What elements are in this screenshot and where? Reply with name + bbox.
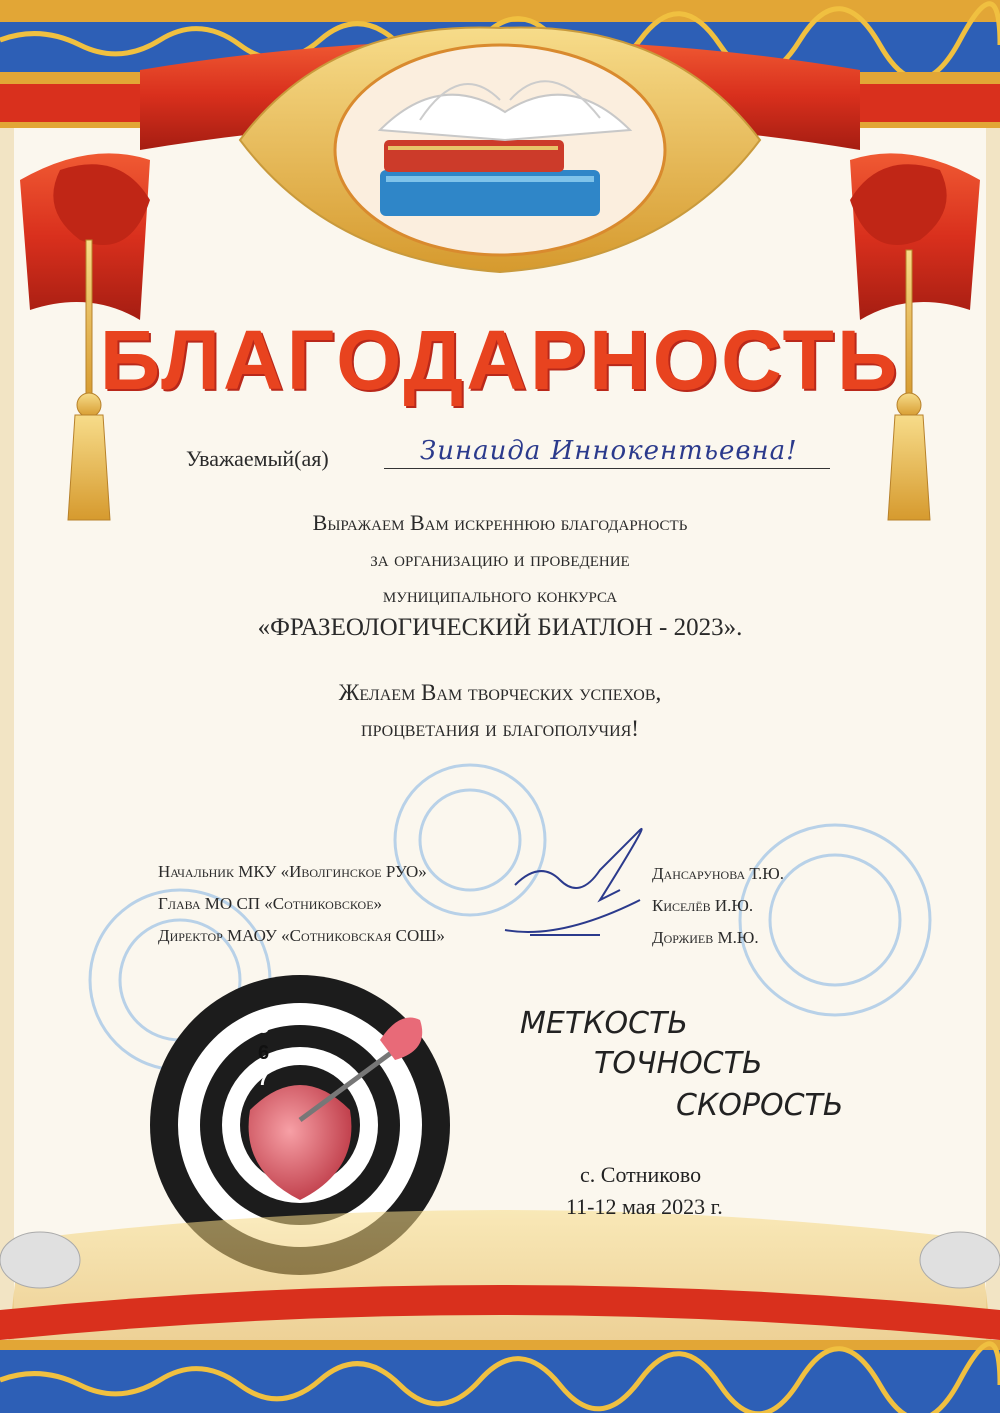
wish-line-2: процветания и благополучия! bbox=[361, 716, 639, 741]
signatory-name: Киселёв И.Ю. bbox=[652, 896, 754, 915]
greeting-label: Уважаемый(ая) bbox=[186, 446, 329, 471]
wish-line-1: Желаем Вам творческих успехов, bbox=[338, 680, 662, 705]
signatory-name: Доржиев М.Ю. bbox=[652, 928, 759, 947]
event-date: 11-12 мая 2023 г. bbox=[566, 1194, 723, 1219]
body-line-3: муниципального конкурса bbox=[382, 582, 618, 607]
signatory-position: Начальник МКУ «Иволгинское РУО» bbox=[158, 862, 427, 881]
contest-name: «ФРАЗЕОЛОГИЧЕСКИЙ БИАТЛОН - 2023». bbox=[257, 614, 743, 641]
body-line-1: Выражаем Вам искреннюю благодарность bbox=[312, 510, 688, 535]
body-line-2: за организацию и проведение bbox=[370, 546, 630, 571]
slogan-accuracy: МЕТКОСТЬ bbox=[520, 1006, 688, 1041]
signatory-name: Дансарунова Т.Ю. bbox=[652, 864, 785, 883]
target-number: 6 bbox=[258, 1042, 270, 1064]
place-city: с. Сотниково bbox=[580, 1162, 702, 1187]
signatory-position: Глава МО СП «Сотниковское» bbox=[158, 894, 383, 913]
certificate-title: БЛАГОДАРНОСТЬ bbox=[99, 313, 901, 407]
signatory-position: Директор МАОУ «Сотниковская СОШ» bbox=[158, 926, 445, 945]
recipient-name: Зинаида Иннокентьевна! bbox=[420, 436, 798, 466]
greeting-underline bbox=[384, 468, 830, 469]
target-number: 5 bbox=[258, 1016, 270, 1038]
slogan-speed: СКОРОСТЬ bbox=[676, 1088, 844, 1123]
target-number: 7 bbox=[258, 1068, 270, 1090]
slogan-precision: ТОЧНОСТЬ bbox=[594, 1046, 763, 1081]
